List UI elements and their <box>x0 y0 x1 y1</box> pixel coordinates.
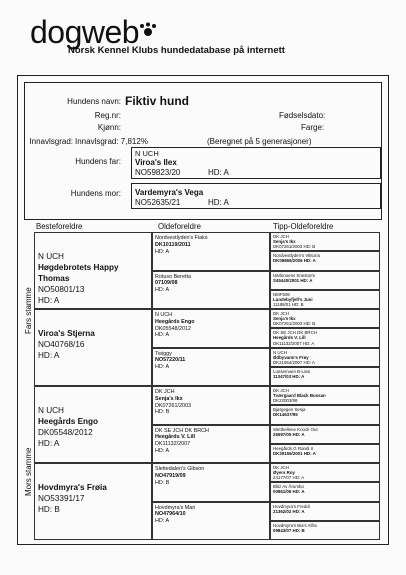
great-great-grandparent-cell-line: 25597/05 HD: A <box>273 431 305 437</box>
great-great-grandparent-cell[interactable] <box>270 521 380 540</box>
header-great-grandparents: Oldeforeldre <box>158 222 201 231</box>
great-great-grandparent-cell-line: DK29156/2001 HD: A <box>273 450 316 456</box>
grandparent-cell-line: Høgdebrotets Happy Thomas <box>38 263 119 283</box>
grandparent-cell[interactable] <box>34 232 152 309</box>
dam-side-label: Mors stamme <box>24 447 33 496</box>
name-label: Hundens navn: <box>67 97 121 106</box>
great-great-grandparent-cell-line: DK JCH <box>273 388 289 393</box>
great-great-grandparent-cell[interactable] <box>270 502 380 521</box>
great-great-grandparent-cell-line: NMF506 <box>273 291 290 297</box>
site-subtitle: Norsk Kennel Klubs hundedatabase på internett <box>68 45 285 56</box>
great-great-grandparent-cell-line: N UCH <box>273 349 287 355</box>
great-grandparent-cell[interactable] <box>152 463 270 502</box>
great-grandparent-cell[interactable] <box>152 271 270 310</box>
great-great-grandparent-cell-line: DK JCH <box>273 234 289 239</box>
great-grandparent-cell-line: Heegårds Engo <box>155 318 195 325</box>
great-grandparent-cell-line: HD: A <box>155 332 170 339</box>
great-great-grandparent-cell[interactable] <box>270 328 380 347</box>
great-grandparent-cell-line: DK SE JCH DK BRCH <box>155 427 209 434</box>
great-great-grandparent-cell-line: DK09866/2006 HD: A <box>273 258 316 264</box>
dogweb-logo[interactable]: dogweb <box>30 14 140 50</box>
regnr-label: Reg.nr: <box>94 111 121 120</box>
great-great-grandparent-cell-line: Hovdmyra's Bia's Alfra <box>273 522 317 528</box>
sire-box[interactable] <box>131 147 381 179</box>
great-great-grandparent-cell-line: Hovdmyra's Freddi <box>273 503 310 509</box>
grandparent-cell-line: HD: B <box>38 505 60 514</box>
grandparent-cell-line: Viroa's Stjerna <box>38 329 95 338</box>
great-great-grandparent-cell-line: DK JCH <box>273 465 289 470</box>
great-great-grandparent-cell-line: 00861/06 HD: A <box>273 489 305 495</box>
great-great-grandparent-cell-line: Senja's Ikx <box>273 316 296 322</box>
great-great-grandparent-cell-line: Bjørgegen Sesja <box>273 407 306 413</box>
grandparent-cell[interactable] <box>34 386 152 463</box>
grandparent-cell-line: Heegårds Engo <box>38 417 99 426</box>
great-great-grandparent-cell-line: Lunsemoen B-Lissi <box>273 368 311 374</box>
inbreeding-note: (Beregnet på 5 generasjoner) <box>207 137 312 146</box>
paw-icon <box>138 22 158 38</box>
great-grandparent-cell[interactable] <box>152 386 270 425</box>
great-great-grandparent-cell[interactable] <box>270 290 380 309</box>
dam-name: Vardemyra's Vega <box>135 188 204 197</box>
sire-name: Viroa's Ilex <box>135 158 177 167</box>
great-grandparent-cell-line: N UCH <box>155 312 173 318</box>
great-great-grandparent-cell-line: DK07261/2003 HD: B <box>273 321 316 327</box>
great-grandparent-cell-line: HD: A <box>155 518 170 525</box>
great-great-grandparent-cell-line: DK JCH <box>273 311 289 316</box>
inbreeding-value: Innavlsgrad: 7,812% <box>75 137 148 146</box>
header-grandparents: Besteforeldre <box>36 222 83 231</box>
great-grandparent-cell-line: DK11132/2007 <box>155 441 191 448</box>
sire-label: Hundens far: <box>75 157 121 166</box>
sire-side-label: Fars stamme <box>24 287 33 334</box>
dog-info-panel <box>24 82 382 220</box>
grandparent-cell-line: NO40768/16 <box>38 340 85 349</box>
sire-hd: HD: A <box>208 168 229 177</box>
great-great-grandparent-cell[interactable] <box>270 405 380 424</box>
great-grandparent-cell-line: Nordvestlyden's Fiaks <box>155 235 208 241</box>
great-grandparent-cell-line: HD: A <box>155 364 170 371</box>
grandparent-cell-line: DK05548/2012 <box>38 428 93 437</box>
grandparent-cell-line: HD: A <box>38 296 60 305</box>
grandparent-cell-line: NO50801/13 <box>38 285 85 294</box>
great-great-grandparent-cell-line: DK11132/2007 HD: A <box>273 340 315 346</box>
great-grandparent-cell-line: HD: A <box>155 287 170 294</box>
header-great-great-grandparents: Tipp-Oldeforeldre <box>273 222 334 231</box>
great-great-grandparent-cell[interactable] <box>270 463 380 482</box>
great-great-grandparent-cell-line: Tværgaard Black Bussan <box>273 393 326 399</box>
great-grandparent-cell-line: 07109/08 <box>155 280 178 287</box>
great-grandparent-cell-line: Senja's Ikx <box>155 395 183 402</box>
great-grandparent-cell-line: HD: B <box>155 409 170 416</box>
great-great-grandparent-cell[interactable] <box>270 309 380 328</box>
great-great-grandparent-cell-line: Øyers Roy <box>273 470 295 476</box>
great-great-grandparent-cell-line: Heegårds V. Lill <box>273 335 306 341</box>
great-great-grandparent-cell[interactable] <box>270 348 380 367</box>
great-great-grandparent-cell-line: 21362/02 HD: A <box>273 508 305 514</box>
great-great-grandparent-cell-line: 09843/07 HD: B <box>273 527 305 533</box>
great-great-grandparent-cell-line: DK22003/98 <box>273 398 298 404</box>
great-grandparent-cell-line: HD: A <box>155 447 170 454</box>
grandparent-cell-line: N UCH <box>38 406 64 415</box>
great-great-grandparent-cell[interactable] <box>270 367 380 386</box>
great-great-grandparent-cell-line: 24177/07 HD: A <box>273 475 304 481</box>
great-great-grandparent-cell[interactable] <box>270 482 380 501</box>
grandparent-cell[interactable] <box>34 309 152 386</box>
dam-box[interactable] <box>131 183 381 209</box>
great-grandparent-cell-line: Rotuso Beretta <box>155 273 191 280</box>
dam-label: Hundens mor: <box>70 189 121 198</box>
great-grandparent-cell-line: Heegårds V. Lill <box>155 434 195 441</box>
great-great-grandparent-cell-line: Ødbyvann's Frøy <box>273 354 309 360</box>
great-great-grandparent-cell-line: Härlimoens Snestorm <box>273 272 316 278</box>
great-grandparent-cell[interactable] <box>152 348 270 387</box>
great-great-grandparent-cell[interactable] <box>270 232 380 251</box>
grandparent-cell-line: N UCH <box>38 252 64 261</box>
great-great-grandparent-cell-line: Senja's Ikx <box>273 239 296 245</box>
kjonn-label: Kjønn: <box>97 123 121 132</box>
great-great-grandparent-cell-line: Nordvestlyden's Viktoria <box>273 253 320 259</box>
pedigree-table <box>24 222 382 542</box>
birthdate-label: Fødselsdato: <box>279 111 326 120</box>
grandparent-cell[interactable] <box>34 463 152 540</box>
grandparent-cell-line: HD: A <box>38 439 60 448</box>
great-great-grandparent-cell-line: DK21564/2007 HD: A <box>273 359 315 365</box>
great-grandparent-cell-line: DK05548/2012 <box>155 325 191 332</box>
sire-title: N UCH <box>135 149 159 158</box>
grandparent-cell-line: NO53391/17 <box>38 494 85 503</box>
great-great-grandparent-cell[interactable] <box>270 271 380 290</box>
great-grandparent-cell-line: DK JCH <box>155 389 175 395</box>
great-grandparent-cell[interactable] <box>152 502 270 541</box>
great-grandparent-cell-line: Hovdmyra's Mari <box>155 504 196 511</box>
sire-reg: NO59823/20 <box>135 168 181 177</box>
inbreeding-label: Innavlsgrad: <box>29 137 73 146</box>
great-great-grandparent-cell-line: 11188/01 HD: B <box>273 302 304 308</box>
great-great-grandparent-cell[interactable] <box>270 251 380 270</box>
great-great-grandparent-cell-line: Lundebyfjell's Juni <box>273 296 313 302</box>
grandparent-cell-line: Hovdmyra's Frøia <box>38 483 107 492</box>
great-grandparent-cell-line: NO47964/10 <box>155 511 186 518</box>
dog-name: Fiktiv hund <box>125 94 189 108</box>
great-great-grandparent-cell[interactable] <box>270 386 380 405</box>
great-great-grandparent-cell-line: DK07261/2003 HD: B <box>273 244 316 250</box>
great-grandparent-cell-line: HD: A <box>155 248 170 255</box>
great-grandparent-cell-line: HD: B <box>155 479 170 486</box>
great-grandparent-cell-line: Slettedalen's Gibson <box>155 466 205 472</box>
great-great-grandparent-cell-line: S45440/2001 HD: A <box>273 277 313 283</box>
great-great-grandparent-cell[interactable] <box>270 444 380 463</box>
great-great-grandparent-cell-line: DK SE JCH DK BRCH <box>273 330 317 336</box>
great-great-grandparent-cell-line: DK14637/95 <box>273 412 298 418</box>
great-grandparent-cell[interactable] <box>152 232 270 271</box>
great-great-grandparent-cell-line: Heegårds G Randi II <box>273 445 314 451</box>
great-grandparent-cell-line: NO47919/09 <box>155 472 186 479</box>
great-grandparent-cell-line: DK10119/2011 <box>155 241 191 248</box>
great-grandparent-cell[interactable] <box>152 309 270 348</box>
great-great-grandparent-cell-line: Blitz Av Årumbo <box>273 484 304 490</box>
great-great-grandparent-cell[interactable] <box>270 425 380 444</box>
great-grandparent-cell[interactable] <box>152 425 270 464</box>
great-grandparent-cell-line: DK07261/2003 <box>155 402 191 409</box>
color-label: Farge: <box>301 123 325 132</box>
dam-reg: NO52635/21 <box>135 198 181 207</box>
grandparent-cell-line: HD: A <box>38 351 60 360</box>
great-grandparent-cell-line: Twiggy <box>155 350 172 357</box>
great-great-grandparent-cell-line: Sletthellene Knock Out <box>273 426 318 432</box>
great-great-grandparent-cell-line: 11347/03 HD: A <box>273 373 305 379</box>
dam-hd: HD: A <box>208 198 229 207</box>
great-grandparent-cell-line: NO57220/11 <box>155 357 186 364</box>
